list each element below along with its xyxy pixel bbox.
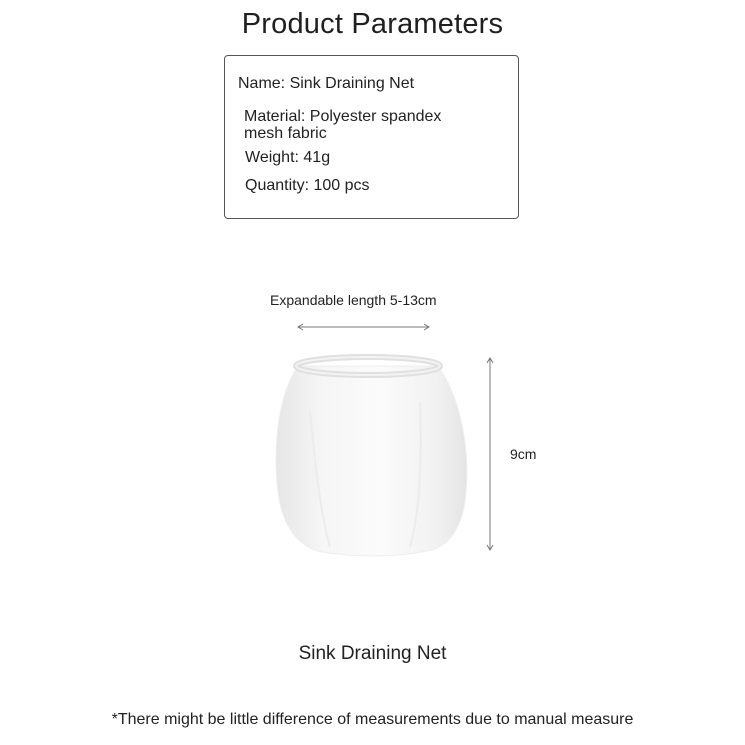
width-dimension-label: Expandable length 5-13cm — [270, 292, 437, 308]
product-caption: Sink Draining Net — [298, 643, 447, 664]
param-name: Name: Sink Draining Net — [238, 75, 415, 92]
param-material: Material: Polyester spandex mesh fabric — [244, 108, 442, 142]
height-dimension-label: 9cm — [510, 446, 537, 462]
parameters-box — [224, 55, 519, 219]
sink-net-image — [270, 352, 470, 557]
param-weight: Weight: 41g — [245, 149, 331, 166]
page-title: Product Parameters — [241, 8, 504, 40]
param-quantity: Quantity: 100 pcs — [245, 177, 370, 194]
width-arrow-icon — [296, 322, 431, 332]
height-arrow-icon — [484, 356, 496, 552]
measurement-footnote: *There might be little difference of measurements due to manual measure — [111, 711, 634, 728]
